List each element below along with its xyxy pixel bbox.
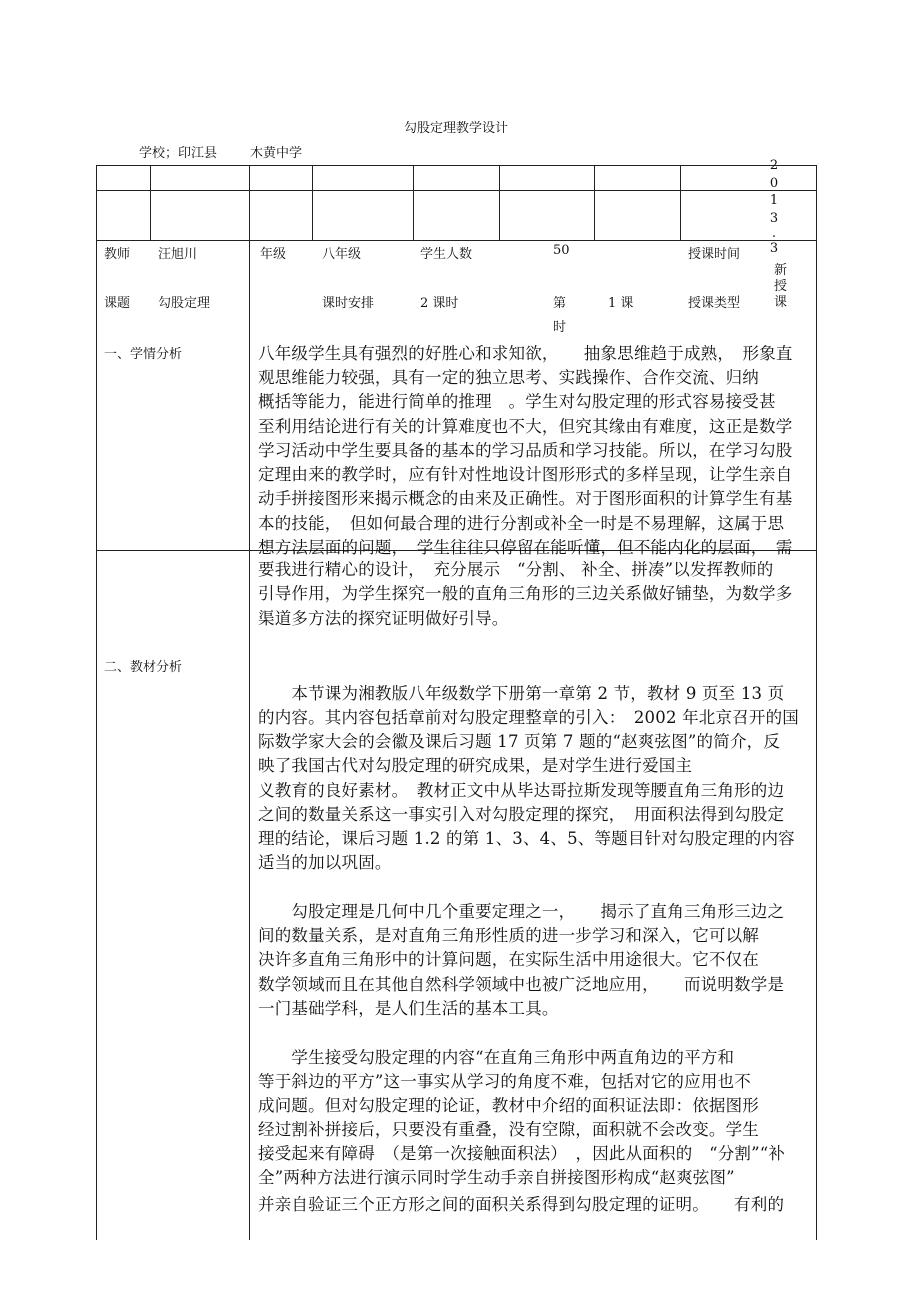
grade-label: 年级 — [260, 247, 287, 262]
tail-line: 并亲自验证三个正方形之间的面积关系得到勾股定理的证明。 有利的 — [258, 1195, 785, 1214]
teacher-name: 汪旭川 — [158, 247, 198, 262]
section-label-textbook: 二、教材分析 — [104, 660, 183, 675]
schedule-value: 2 课时 — [420, 296, 459, 311]
school-name: 木黄中学 — [250, 146, 303, 161]
students-value: 50 — [553, 243, 570, 258]
section-label-analysis: 一、学情分析 — [104, 347, 183, 362]
period-label-2: 时 — [553, 320, 567, 335]
topic-value: 勾股定理 — [158, 296, 211, 311]
type-label: 授课类型 — [688, 296, 741, 311]
teacher-label: 教师 — [104, 247, 131, 262]
grade-value: 八年级 — [322, 247, 362, 262]
topic-label: 课题 — [104, 296, 131, 311]
school-label: 学校；印江县 — [139, 146, 218, 161]
students-label: 学生人数 — [420, 247, 473, 262]
schedule-label: 课时安排 — [322, 296, 375, 311]
page-title: 勾股定理教学设计 — [404, 121, 509, 136]
period-value: 1 课 — [608, 296, 634, 311]
period-label-1: 第 — [553, 296, 567, 311]
time-label: 授课时间 — [688, 247, 741, 262]
